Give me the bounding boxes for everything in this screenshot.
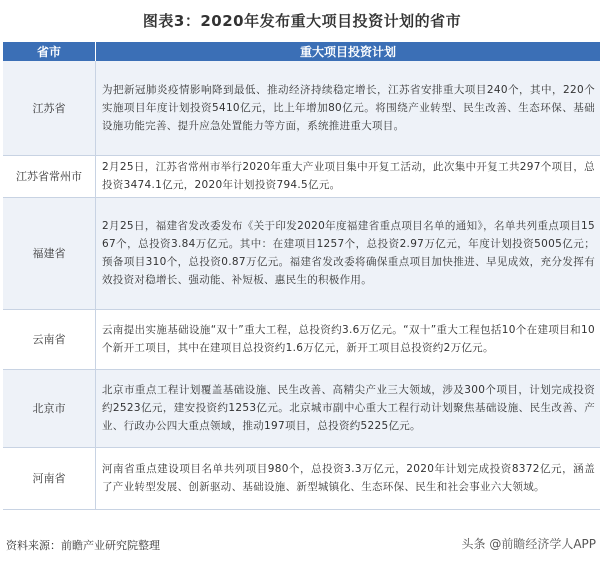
province-cell: 北京市 (3, 369, 96, 447)
investment-plan-table (3, 42, 600, 510)
plan-cell: 为把新冠肺炎疫情影响降到最低、推动经济持续稳定增长，江苏省安排重大项目240个，其中，220个实施项目年度计划投资5410亿元，比上年增加80亿元。将围绕产业转型、民生改善、生态环保、基础设施功能完善、提升应急处置能力等方面，系统推进重大项目。 (96, 61, 601, 155)
province-cell: 云南省 (3, 309, 96, 369)
table-row (3, 61, 600, 155)
watermark-text: 头条 @前瞻经济学人APP (461, 537, 596, 551)
column-header-plan: 重大项目投资计划 (96, 42, 601, 61)
table-row (3, 309, 600, 369)
table-row (3, 369, 600, 447)
table-row (3, 155, 600, 197)
plan-cell: 北京市重点工程计划覆盖基础设施、民生改善、高精尖产业三大领域，涉及300个项目，计划完成投资约2523亿元，建安投资约1253亿元。北京城市副中心重大工程行动计划聚焦基础设施、民生改善、产业、行政办公四大重点领域，推动197项目，总投资约5225亿元。 (96, 369, 601, 447)
plan-cell: 云南提出实施基础设施“双十”重大工程，总投资约3.6万亿元。“双十”重大工程包括10个在建项目和10个新开工项目，其中在建项目总投资约1.6万亿元，新开工项目总投资约2万亿元。 (96, 309, 601, 369)
province-cell: 江苏省常州市 (3, 155, 96, 197)
source-note: 资料来源：前瞻产业研究院整理 (6, 539, 160, 552)
table-row (3, 197, 600, 309)
plan-cell: 2月25日，福建省发改委发布《关于印发2020年度福建省重点项目名单的通知》，名单共列重点项目1567个，总投资3.84万亿元。其中：在建项目1257个，总投资2.97万亿元，年度计划投资5005亿元；预备项目310个，总投资0.87万亿元。福建省发改委将确保重点项目加快推进、早见成效，充分发挥有效投资对稳增长、强动能、补短板、惠民生的积极作用。 (96, 197, 601, 309)
plan-cell: 2月25日，江苏省常州市举行2020年重大产业项目集中开复工活动，此次集中开复工共297个项目，总投资3474.1亿元，2020年计划投资794.5亿元。 (96, 155, 601, 197)
province-cell: 福建省 (3, 197, 96, 309)
page-title: 图表3：2020年发布重大项目投资计划的省市 (142, 12, 462, 30)
column-header-province: 省市 (3, 42, 96, 61)
province-cell: 江苏省 (3, 61, 96, 155)
table-header-row (3, 42, 600, 61)
plan-cell: 河南省重点建设项目名单共列项目980个，总投资3.3万亿元，2020年计划完成投资8372亿元，涵盖了产业转型发展、创新驱动、基础设施、新型城镇化、生态环保、民生和社会事业六大领域。 (96, 447, 601, 509)
province-cell: 河南省 (3, 447, 96, 509)
table-row (3, 447, 600, 509)
